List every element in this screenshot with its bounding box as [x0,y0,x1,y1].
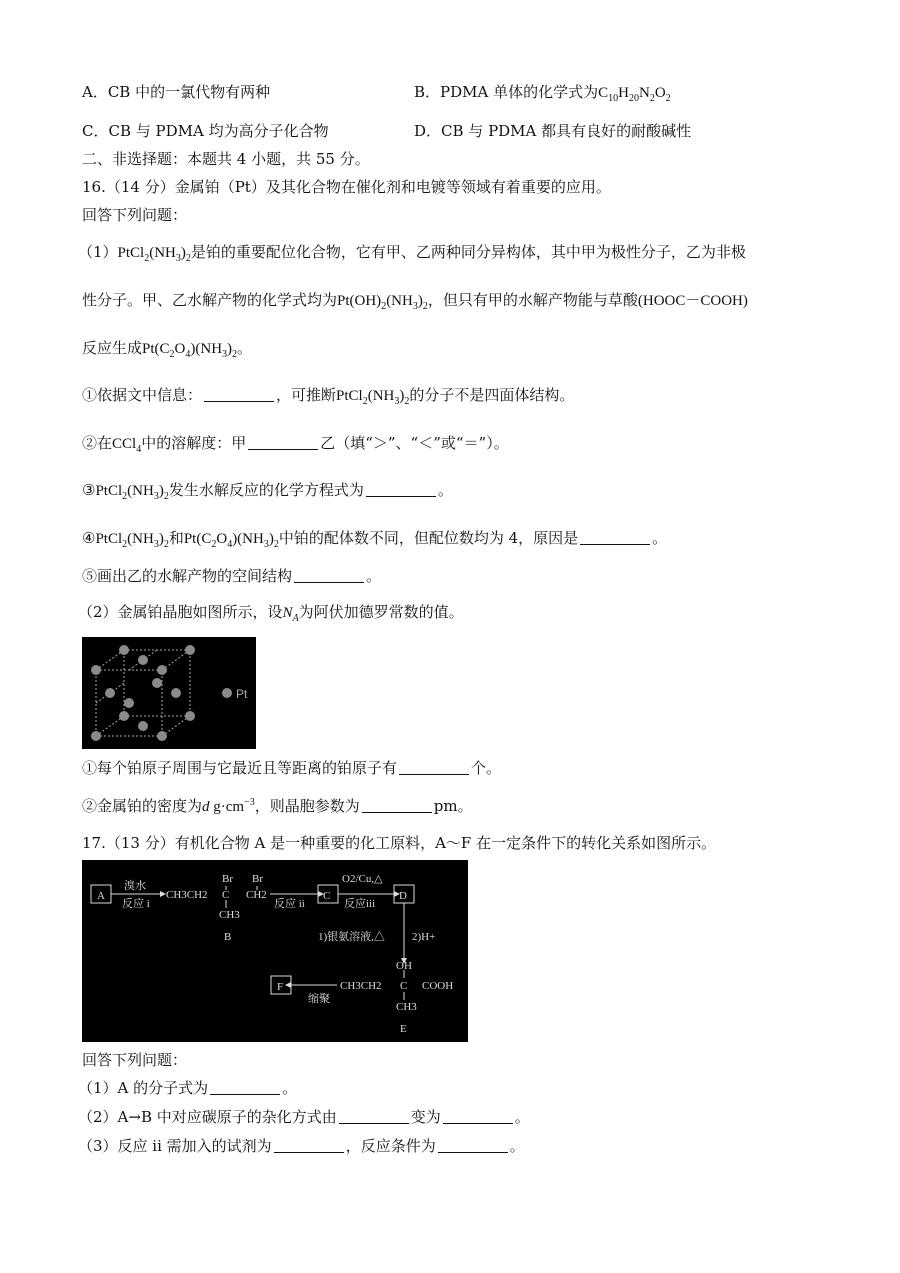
answer-blank[interactable] [204,387,274,402]
option-d: D．CB 与 PDMA 都具有良好的耐酸碱性 [414,122,692,140]
q17-prompt: 回答下列问题： [82,1051,188,1069]
scheme-react1: 反应 i [122,898,150,910]
reaction-scheme-diagram [82,860,468,1042]
scheme-box-f: F [277,981,284,993]
scheme-oh: OH [396,960,412,972]
answer-blank[interactable] [248,435,318,450]
q16-sub1: ①依据文中信息： ，可推断$PtCl_2(NH_3)_2$的分子不是四面体结构。 [82,386,575,407]
reaction-scheme-figure [82,860,468,1042]
answer-blank[interactable] [438,1138,508,1153]
crystal-cell-figure [82,637,256,749]
scheme-e-label: E [400,1023,407,1035]
scheme-b-ch3: CH3 [219,909,240,921]
scheme-e-cooh: COOH [422,980,454,992]
option-b: B．PDMA 单体的化学式为$C_{10}H_{20}N_2O_2$ [414,83,671,104]
section-2-heading: 二、非选择题：本题共 4 小题，共 55 分。 [82,150,370,168]
q16-sub2: ②在CCl$_4$中的溶解度：甲 乙（填“＞”、“＜”或“＝”）。 [82,434,509,455]
q17-intro: 17.（13 分）有机化合物 A 是一种重要的化工原料，A～F 在一定条件下的转化关系如图所示。 [82,834,717,852]
scheme-cond4a: 1)银氨溶液,△ [318,931,385,943]
q16-p1-line3: 反应生成$Pt(C_2O_4)(NH_3)_2$。 [82,339,253,360]
crystal-pt-label: Pt [236,687,248,701]
scheme-b-left: CH3CH2 [166,889,208,901]
scheme-box-a: A [97,890,105,902]
scheme-b-c: C [222,889,230,901]
answer-blank[interactable] [362,798,432,813]
q17-l1: （1）A 的分子式为 。 [78,1079,298,1097]
q16-sub3: $③PtCl_2(NH_3)_2$发生水解反应的化学方程式为 。 [82,481,453,502]
scheme-reagent3: O2/Cu,△ [342,873,383,885]
answer-blank[interactable] [399,760,469,775]
option-c: C．CB 与 PDMA 均为高分子化合物 [82,122,329,140]
scheme-e-ch3: CH3 [396,1001,417,1013]
answer-blank[interactable] [366,482,436,497]
scheme-box-d: D [399,890,407,902]
q16-t1: ①每个铂原子周围与它最近且等距离的铂原子有 个。 [82,759,502,777]
scheme-b-ch2: CH2 [246,889,267,901]
q16-intro: 16.（14 分）金属铂（Pt）及其化合物在催化剂和电镀等领域有着重要的应用。 [82,178,611,196]
option-a: A．CB 中的一氯代物有两种 [82,83,271,101]
q16-t2: ②金属铂的密度为d $g\cdot cm^{-3}$，则晶胞参数为 pm。 [82,797,473,815]
scheme-cond4b: 2)H+ [412,931,436,943]
q17-l2: （2）A→B 中对应碳原子的杂化方式由 变为 。 [78,1108,530,1126]
scheme-br2: Br [252,873,263,885]
answer-blank[interactable] [210,1080,280,1095]
q16-sub5: ⑤画出乙的水解产物的空间结构 。 [82,567,382,585]
scheme-e-left: CH3CH2 [340,980,382,992]
scheme-br1: Br [222,873,233,885]
answer-blank[interactable] [580,530,650,545]
scheme-react2: 反应 ii [274,898,305,910]
scheme-reagent1: 溴水 [124,880,146,892]
answer-blank[interactable] [274,1138,344,1153]
answer-blank[interactable] [443,1109,513,1124]
scheme-e-c: C [400,980,408,992]
q17-l3: （3）反应 ii 需加入的试剂为 ，反应条件为 。 [78,1137,525,1155]
scheme-react5: 缩聚 [308,993,330,1005]
q16-p1-line2: 性分子。甲、乙水解产物的化学式均为$Pt(OH)_2(NH_3)_2$，但只有甲的水解产物能与草酸(HOOC－COOH) [82,291,748,312]
q16-prompt: 回答下列问题： [82,206,188,224]
q16-sub4: $④PtCl_2(NH_3)_2$和$Pt(C_2O_4)(NH_3)_2$中铂的配体数不同，但配位数均为 4，原因是 。 [82,529,668,550]
scheme-b-label: B [224,931,232,943]
q16-p1-line1: $(1)PtCl_2(NH_3)_2$是铂的重要配位化合物，它有甲、乙两种同分异构体，其中甲为极性分子，乙为非极 [78,243,746,264]
fcc-unit-cell-diagram [82,637,256,749]
answer-blank[interactable] [339,1109,409,1124]
b-formula: $C_{10}H_{20}N_2O_2$ [598,85,671,104]
answer-blank[interactable] [294,568,364,583]
scheme-box-c: C [323,890,331,902]
q16-p2: （2）金属铂晶胞如图所示，设$N_A$为阿伏加德罗常数的值。 [78,603,464,624]
scheme-react3: 反应iii [344,898,376,910]
